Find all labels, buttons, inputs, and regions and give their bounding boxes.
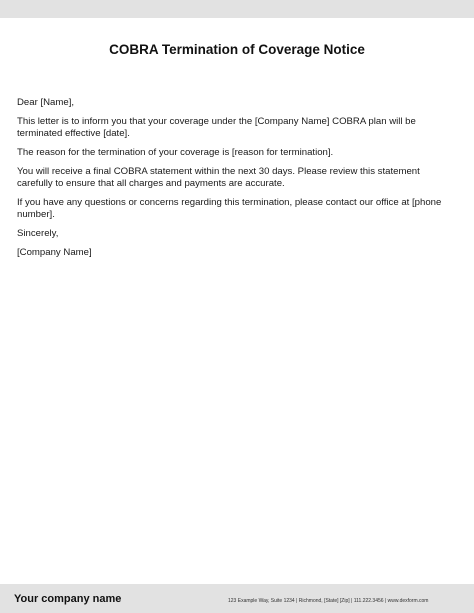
footer-company-name: Your company name bbox=[14, 593, 122, 605]
letter-body bbox=[17, 97, 457, 266]
paragraph-contact: If you have any questions or concerns regarding this termination, please contact our office at [phone number]. bbox=[17, 197, 442, 220]
closing: Sincerely, bbox=[17, 228, 59, 239]
footer-band bbox=[0, 584, 474, 613]
salutation: Dear [Name], bbox=[17, 97, 75, 108]
signature-company-name: [Company Name] bbox=[17, 247, 92, 258]
document-title: COBRA Termination of Coverage Notice bbox=[109, 42, 365, 57]
paragraph-final-statement: You will receive a final COBRA statement within the next 30 days. Please review this statement carefully to ensure that all charges and payments are accurate. bbox=[17, 166, 420, 189]
header-band bbox=[0, 0, 474, 18]
paragraph-coverage-termination: This letter is to inform you that your coverage under the [Company Name] COBRA plan will be terminated effective [date]. bbox=[17, 116, 416, 139]
paragraph-reason: The reason for the termination of your coverage is [reason for termination]. bbox=[17, 147, 334, 158]
footer-address: 123 Example Way, Suite 1234 | Richmond, [State] [Zip] | 111.222.3456 | www.dexform.com bbox=[228, 598, 429, 604]
